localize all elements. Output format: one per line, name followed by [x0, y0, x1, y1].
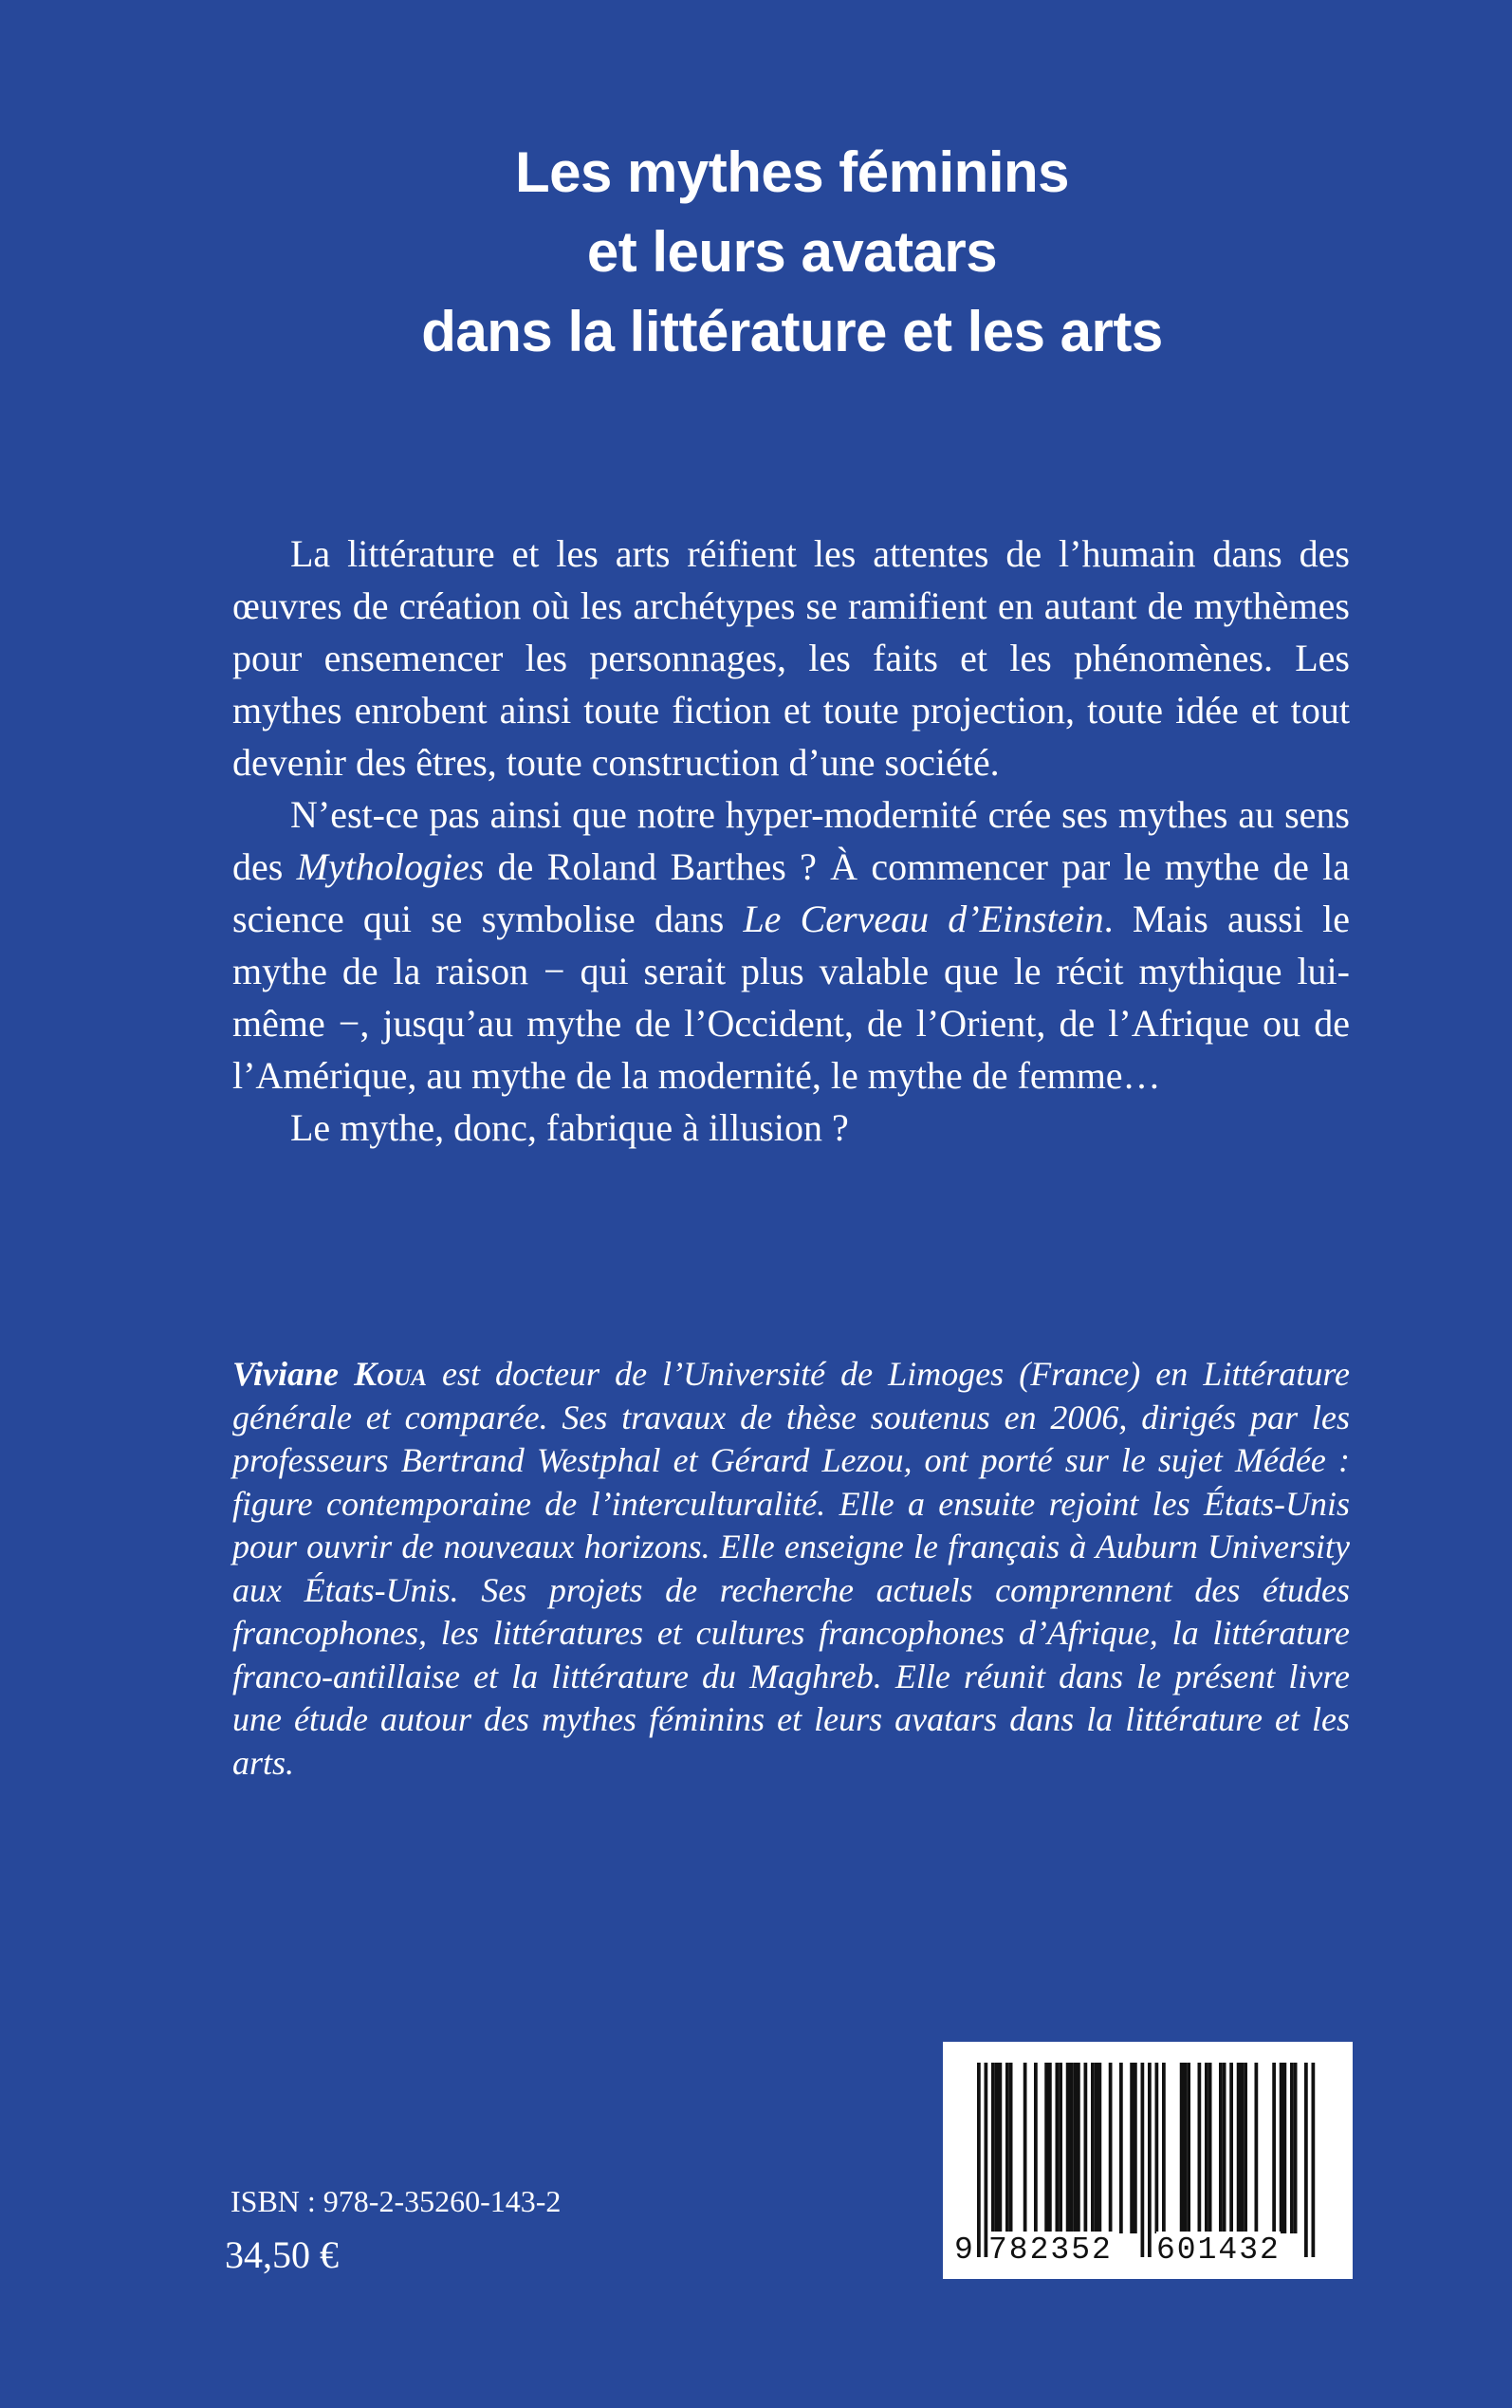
barcode — [943, 2042, 1353, 2279]
barcode-bar — [985, 2063, 988, 2257]
barcode-bar — [1130, 2063, 1134, 2233]
barcode-bar — [1162, 2063, 1166, 2233]
barcode-right-group: 601432 — [1156, 2232, 1281, 2268]
barcode-bar — [1059, 2063, 1062, 2233]
barcode-bar — [1155, 2063, 1159, 2233]
barcode-bar — [999, 2063, 1003, 2233]
barcode-bar — [1134, 2063, 1137, 2233]
barcode-bar — [1180, 2063, 1184, 2233]
barcode-bar — [1023, 2063, 1027, 2233]
barcode-bar — [1187, 2063, 1190, 2233]
author-last-name: Koua — [354, 1355, 427, 1393]
barcode-bar — [1095, 2063, 1098, 2233]
barcode-bar — [1034, 2063, 1038, 2233]
barcode-bar — [995, 2063, 999, 2233]
barcode-bar — [1009, 2063, 1013, 2233]
barcode-bar — [1208, 2063, 1212, 2233]
barcode-bar — [1244, 2063, 1247, 2233]
barcode-bar — [1084, 2063, 1088, 2233]
author-bio — [232, 1353, 1350, 1785]
title-line-3: dans la littérature et les arts — [421, 300, 1163, 363]
summary-paragraph-2 — [232, 788, 1350, 1102]
barcode-bar — [1219, 2063, 1223, 2233]
barcode-bar — [1205, 2063, 1208, 2233]
barcode-bar — [1066, 2063, 1070, 2233]
barcode-bar — [1141, 2063, 1145, 2257]
barcode-bar — [1109, 2063, 1113, 2233]
summary-paragraph-1: La littérature et les arts réifient les attentes de l’humain dans des œuvres de création où les archétypes se ramifient en autant de mythèmes pour ensemencer les personnages, les faits et les phénomènes. Les mythes enrobent ainsi toute fiction et toute projection, toute idée et tout devenir des êtres, toute construction d’une société. — [232, 532, 1350, 784]
barcode-bar — [1048, 2063, 1052, 2233]
book-summary — [232, 528, 1350, 1154]
summary-p2-italic-mythologies: Mythologies — [296, 845, 485, 888]
barcode-bar — [1272, 2063, 1276, 2233]
isbn-label: ISBN : 978-2-35260-143-2 — [230, 2184, 562, 2218]
barcode-bar — [991, 2063, 995, 2233]
barcode-bar — [1073, 2063, 1077, 2233]
author-bio-paragraph — [232, 1353, 1350, 1785]
barcode-left-group: 782352 — [988, 2232, 1113, 2268]
barcode-bar — [1283, 2063, 1287, 2233]
barcode-bar — [1098, 2063, 1102, 2233]
title-line-1: Les mythes féminins — [514, 140, 1070, 204]
barcode-digits — [943, 2232, 1353, 2269]
summary-paragraph-3: Le mythe, donc, fabrique à illusion ? — [290, 1106, 849, 1149]
summary-p2-italic-cerveau: Le Cerveau d’Einstein — [743, 898, 1104, 940]
barcode-bar — [1290, 2063, 1294, 2233]
book-title — [190, 133, 1394, 372]
author-bio-text: est docteur de l’Université de Limoges (France) en Littérature générale et comparée. Ses travaux de thèse soutenus en 2006, dirigés par les professeurs Bertrand Westphal et Gérard Lezou, ont porté sur le sujet Médée : figure contemporaine de l’interculturalité. Elle a ensuite rejoint les États-Unis pour ouvrir de nouveaux horizons. Elle enseigne le français à Auburn University aux États-Unis. Ses projets de recherche actuels comprennent des études francophones, les littératures et cultures francophones d’Afrique, la littérature franco-antillaise et la littérature du Maghreb. Elle réunit dans le présent livre une étude autour des mythes féminins et leurs avatars dans la littérature et les arts. — [232, 1355, 1350, 1782]
barcode-bar — [1070, 2063, 1074, 2233]
barcode-bar — [1005, 2063, 1009, 2233]
barcode-bar — [1198, 2063, 1202, 2233]
author-first-name: Viviane — [232, 1355, 355, 1393]
barcode-bar — [1077, 2063, 1080, 2233]
barcode-bar — [1237, 2063, 1241, 2233]
barcode-bar — [1044, 2063, 1048, 2233]
barcode-bar — [1294, 2063, 1298, 2233]
barcode-bar — [1312, 2063, 1316, 2257]
barcode-bar — [1223, 2063, 1226, 2233]
barcode-bar — [1119, 2063, 1123, 2233]
barcode-bar — [1056, 2063, 1060, 2233]
barcode-bar — [1304, 2063, 1308, 2257]
barcode-bar — [1184, 2063, 1188, 2233]
summary-p2-text-b: de Roland Barthes ? À commencer par le mythe de la science qui se symbolise dans — [232, 845, 1351, 940]
summary-p2-text-c: . Mais aussi le mythe de la raison − qui serait plus valable que le récit mythique lui-même −, jusqu’au mythe de l’Occident, de l’Orient, de l’Afrique ou de l’Amérique, au mythe de la modernité, le mythe de femme… — [232, 898, 1350, 1097]
summary-p2-text-a: N’est-ce pas ainsi que notre hyper-modernité crée ses mythes au sens des — [232, 793, 1350, 888]
barcode-first-digit: 9 — [954, 2232, 973, 2268]
barcode-bar — [1091, 2063, 1095, 2233]
price-label: 34,50 € — [225, 2233, 339, 2276]
barcode-bar — [1241, 2063, 1245, 2233]
title-line-2: et leurs avatars — [586, 220, 998, 284]
barcode-bar — [977, 2063, 981, 2257]
barcode-bar — [1229, 2063, 1233, 2233]
barcode-bar — [1255, 2063, 1259, 2233]
barcode-bar — [1148, 2063, 1152, 2257]
barcode-bar — [1280, 2063, 1283, 2233]
